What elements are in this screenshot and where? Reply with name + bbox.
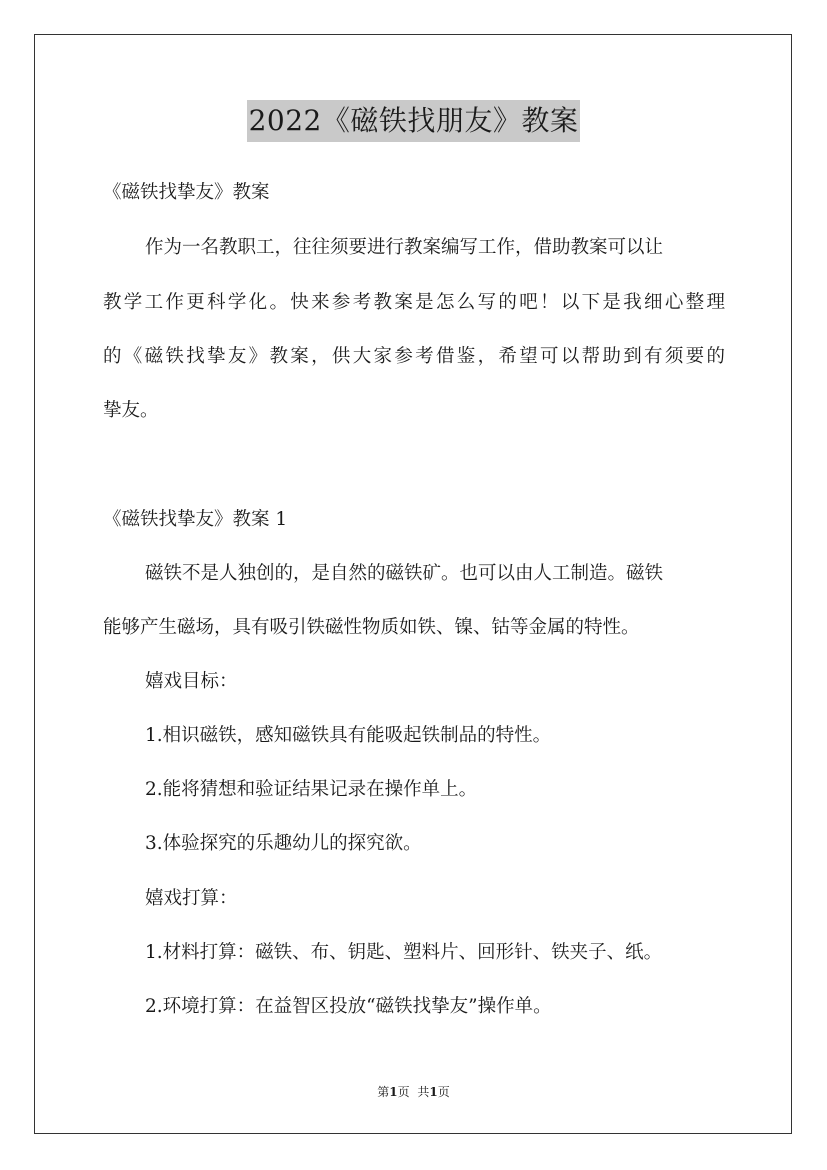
para-1-line-2: 能够产生磁场，具有吸引铁磁性物质如铁、镍、钴等金属的特性。	[103, 617, 640, 638]
page-footer	[0, 1083, 827, 1101]
intro-line-4: 挚友。	[103, 400, 159, 421]
goal-item-1: 1.相识磁铁，感知磁铁具有能吸起铁制品的特性。	[145, 725, 552, 746]
footer-page-suffix: 页	[397, 1085, 410, 1099]
footer-total-prefix: 共	[417, 1085, 430, 1099]
goal-item-3: 3.体验探究的乐趣幼儿的探究欲。	[145, 833, 422, 854]
prep-heading: 嬉戏打算：	[145, 888, 238, 909]
intro-line-3: 的《磁铁找挚友》教案，供大家参考借鉴，希望可以帮助到有须要的	[103, 346, 725, 367]
intro-line-1: 作为一名教职工，往往须要进行教案编写工作，借助教案可以让	[145, 237, 664, 258]
intro-line-2: 教学工作更科学化。快来参考教案是怎么写的吧！以下是我细心整理	[103, 292, 725, 313]
section-heading-1: 《磁铁找挚友》教案 1	[103, 509, 288, 530]
intro-heading: 《磁铁找挚友》教案	[103, 182, 270, 203]
goals-heading: 嬉戏目标：	[145, 671, 238, 692]
footer-page-prefix: 第	[377, 1085, 390, 1099]
para-1-line-1: 磁铁不是人独创的，是自然的磁铁矿。也可以由人工制造。磁铁	[145, 563, 664, 584]
title-container	[0, 100, 827, 142]
goal-item-2: 2.能将猜想和验证结果记录在操作单上。	[145, 779, 478, 800]
prep-item-1: 1.材料打算：磁铁、布、钥匙、塑料片、回形针、铁夹子、纸。	[145, 942, 663, 963]
footer-total-number: 1	[429, 1085, 438, 1099]
footer-page-number: 1	[389, 1085, 398, 1099]
prep-item-2: 2.环境打算：在益智区投放“磁铁找挚友”操作单。	[145, 996, 552, 1017]
footer-total-suffix: 页	[437, 1085, 450, 1099]
document-title: 2022《磁铁找朋友》教案	[247, 100, 581, 142]
